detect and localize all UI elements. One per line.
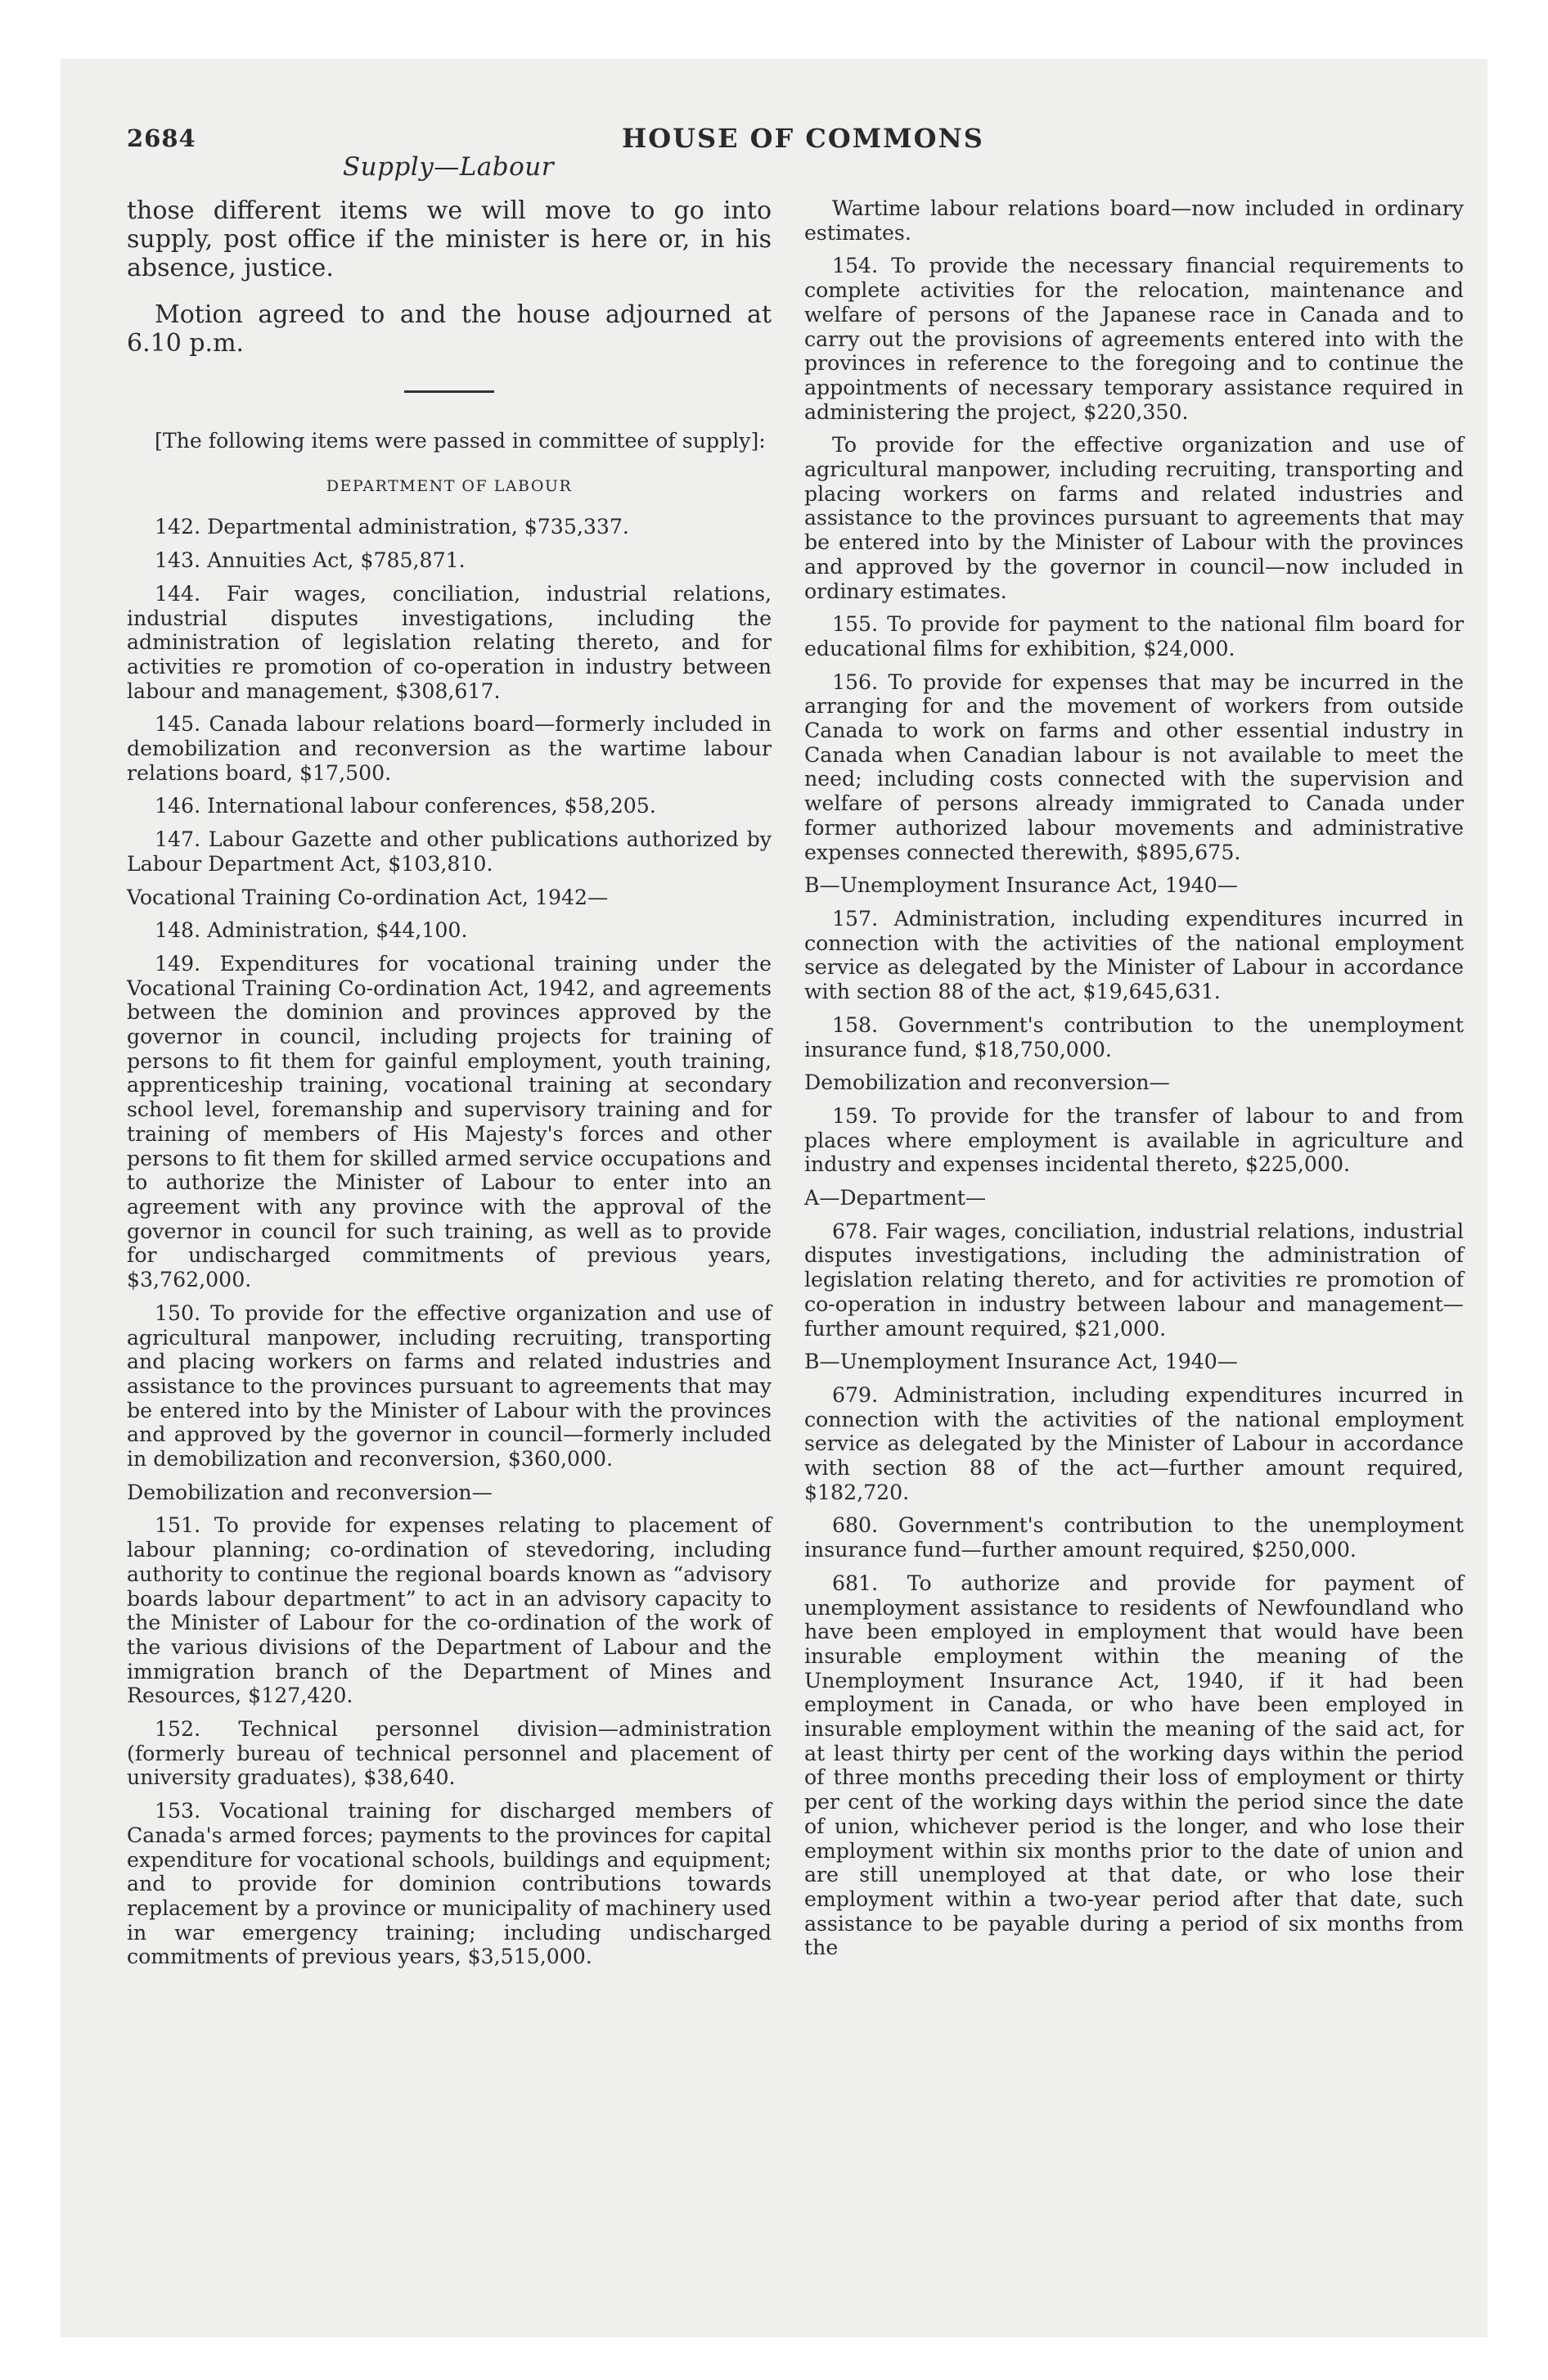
item-151: 151. To provide for expenses relating to placement of labour planning; co-ordination of stevedoring, including authority to continue the regional boards known as “advisory boards labour department” to act in an advisory capacity to the Minister of Labour for the co-ordination of the work of the various divisions of the Department of Labour and the immigration branch of the Department of Mines and Resources, $127,420. bbox=[127, 1513, 772, 1708]
item-144: 144. Fair wages, conciliation, industrial relations, industrial disputes investigations, including the administration of legislation relating thereto, and for activities re promotion of co-operation in industry between labour and management, $308,617. bbox=[127, 581, 772, 703]
item-147: 147. Labour Gazette and other publications authorized by Labour Department Act, $103,810. bbox=[127, 827, 772, 876]
subheading-unemployment-insurance-act: B—Unemployment Insurance Act, 1940— bbox=[804, 873, 1238, 898]
item-155: 155. To provide for payment to the national film board for educational films for exhibition, $24,000. bbox=[804, 612, 1464, 660]
subheading-unemployment-insurance-act-2: B—Unemployment Insurance Act, 1940— bbox=[804, 1350, 1238, 1374]
item-146: 146. International labour conferences, $58,205. bbox=[155, 794, 656, 818]
item-142: 142. Departmental administration, $735,337. bbox=[155, 515, 629, 539]
page-number: 2684 bbox=[127, 124, 196, 152]
item-143: 143. Annuities Act, $785,871. bbox=[155, 548, 466, 573]
item-148: 148. Administration, $44,100. bbox=[155, 918, 468, 943]
item-680: 680. Government's contribution to the unemployment insurance fund—further amount required, $250,000. bbox=[804, 1513, 1464, 1562]
subheading-demobilization: Demobilization and reconversion— bbox=[127, 1480, 493, 1504]
wartime-board-note: Wartime labour relations board—now included in ordinary estimates. bbox=[804, 196, 1464, 245]
item-145: 145. Canada labour relations board—formerly included in demobilization and reconversion as the wartime labour relations board, $17,500. bbox=[127, 712, 772, 785]
item-157: 157. Administration, including expenditures incurred in connection with the activities of the national employment service as delegated by the Minister of Labour in accordance with section 88 of the act, $19,645,631. bbox=[804, 906, 1464, 1004]
item-678: 678. Fair wages, conciliation, industrial relations, industrial disputes investigations, including the administration of legislation relating thereto, and for activities re promotion of co-operation in industry between labour and management—further amount required, $21,000. bbox=[804, 1219, 1464, 1341]
item-156: 156. To provide for expenses that may be incurred in the arranging for and the movement of workers from outside Canada to work on farms and other essential industry in Canada when Canadian labour is not available to meet the need; including costs connected with the supervision and welfare of persons already immigrated to Canada under former authorized labour movements and administrative expenses connected therewith, $895,675. bbox=[804, 669, 1464, 864]
item-152: 152. Technical personnel division—administration (formerly bureau of technical personnel and placement of university graduates), $38,640. bbox=[127, 1717, 772, 1790]
item-153: 153. Vocational training for discharged members of Canada's armed forces; payments to the provinces for capital expenditure for vocational schools, buildings and equipment; and to provide for dominion contributions towards replacement by a province or municipality of machinery used in war emergency training; including undischarged commitments of previous years, $3,515,000. bbox=[127, 1799, 772, 1969]
item-150: 150. To provide for the effective organization and use of agricultural manpower, including recruiting, transporting and placing workers on farms and related industries and assistance to the provinces pursuant to agreements that may be entered into by the Minister of Labour with the provinces and approved by the governor in council—formerly included in demobilization and reconversion, $360,000. bbox=[127, 1300, 772, 1472]
right-column bbox=[804, 196, 1464, 1969]
item-149: 149. Expenditures for vocational training under the Vocational Training Co-ordination Act, 1942, and agreements between the dominion and provinces approved by the governor in council, including projects for training of persons to fit them for gainful employment, youth training, apprenticeship training, vocational training at secondary school level, foremanship and supervisory training and for training of members of His Majesty's forces and other persons to fit them for skilled armed service occupations and to authorize the Minister of Labour to enter into an agreement with any province with the approval of the governor in council for such training, as well as to provide for undischarged commitments of previous years, $3,762,000. bbox=[127, 951, 772, 1292]
paragraph-intro: those different items we will move to go into supply, post office if the minister is here or, in his absence, justice. bbox=[127, 196, 772, 282]
department-heading: DEPARTMENT OF LABOUR bbox=[326, 476, 573, 495]
running-head: HOUSE OF COMMONS bbox=[622, 123, 984, 154]
agricultural-manpower-note: To provide for the effective organization and use of agricultural manpower, including recruiting, transporting and placing workers on farms and related industries and assistance to the provinces pursuant to agreements that may be entered into by the Minister of Labour with the provinces and approved by the governor in council—now included in ordinary estimates. bbox=[804, 433, 1464, 603]
paragraph-adjourn: Motion agreed to and the house adjourned at 6.10 p.m. bbox=[127, 300, 772, 358]
item-159: 159. To provide for the transfer of labour to and from places where employment is available in agriculture and industry and expenses incidental thereto, $225,000. bbox=[804, 1103, 1464, 1177]
item-158: 158. Government's contribution to the unemployment insurance fund, $18,750,000. bbox=[804, 1012, 1464, 1062]
section-heading: Supply—Labour bbox=[342, 152, 555, 182]
section-divider bbox=[404, 390, 494, 393]
left-column bbox=[127, 196, 772, 1978]
subheading-demobilization: Demobilization and reconversion— bbox=[804, 1071, 1170, 1095]
passed-note: [The following items were passed in committee of supply]: bbox=[155, 429, 766, 453]
item-679: 679. Administration, including expenditures incurred in connection with the activities of the national employment service as delegated by the Minister of Labour in accordance with section 88 of the act—further amount required, $182,720. bbox=[804, 1382, 1464, 1504]
subheading-department: A—Department— bbox=[804, 1186, 987, 1210]
item-681: 681. To authorize and provide for payment of unemployment assistance to residents of Newfoundland who have been employed in employment that would have been insurable employment within the meaning of the Unemployment Insurance Act, 1940, if it had been employment in Canada, or who have been employed in insurable employment within the meaning of the said act, for at least thirty per cent of the working days within the period of three months preceding their loss of employment or thirty per cent of the working days within the period since the date of union, whichever period is the longer, and who lose their employment within six months prior to the date of union and are still unemployed at that date, or who lose their employment within a two-year period after that date, such assistance to be payable during a period of six months from the bbox=[804, 1571, 1464, 1960]
item-154: 154. To provide the necessary financial requirements to complete activities for the relocation, maintenance and welfare of persons of the Japanese race in Canada and to carry out the provisions of agreements entered into with the provinces in reference to the foregoing and to continue the appointments of necessary temporary assistance required in administering the project, $220,350. bbox=[804, 254, 1464, 424]
subheading-vocational-training-act: Vocational Training Co-ordination Act, 1942— bbox=[127, 885, 609, 909]
